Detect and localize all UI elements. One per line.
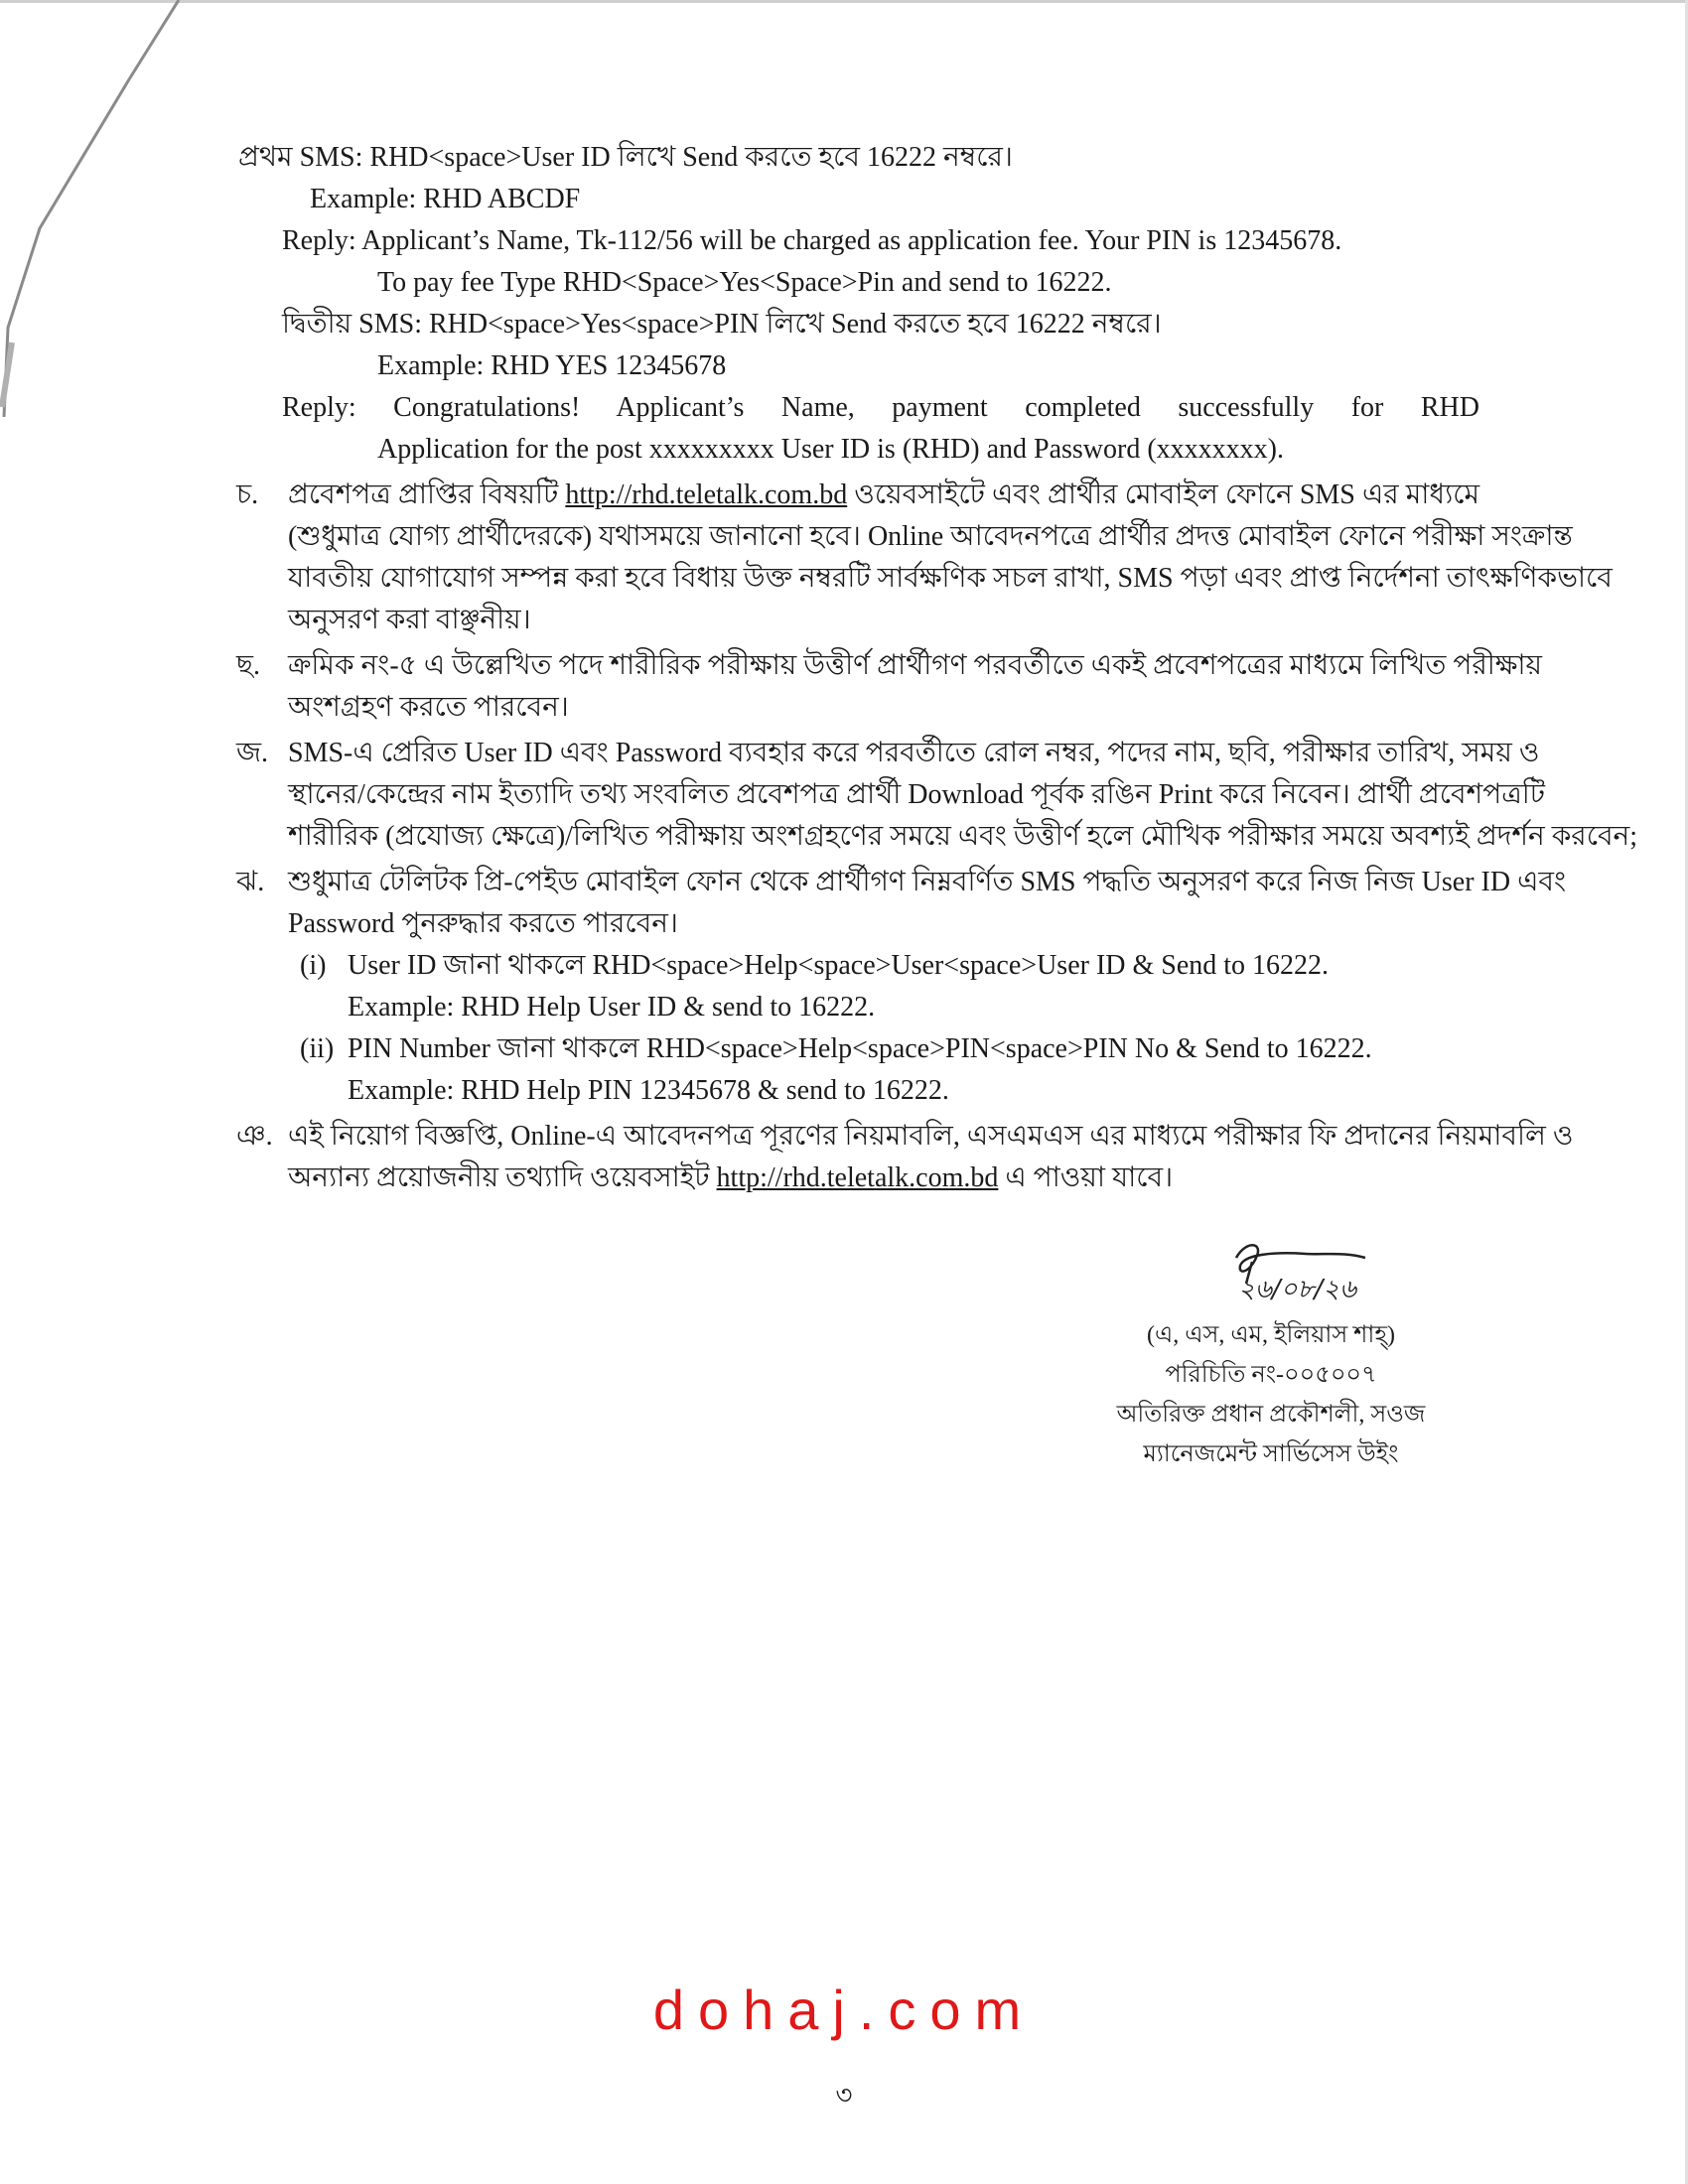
signatory-wing: ম্যানেজমেন্ট সার্ভিসেস উইং [1143, 1441, 1399, 1467]
item-text-segment: ওয়েবসাইটে এবং প্রার্থীর মোবাইল ফোনে SMS এর মাধ্যমে [854, 479, 1480, 510]
scan-edge-top [0, 0, 1688, 3]
list-item-ja [236, 733, 1638, 858]
item-line: ক্রমিক নং-৫ এ উল্লেখিত পদে শারীরিক পরীক্ষায় উত্তীর্ণ প্রার্থীগণ পরবর্তীতে একই প্রবেশপত্রের মাধ্যমে লিখিত পরীক্ষায় [288, 650, 1543, 681]
sublist-number: (ii) [300, 1033, 335, 1064]
list-item-nya [236, 1116, 1574, 1199]
item-line [288, 1158, 1479, 1199]
item-marker: ঝ. [236, 867, 265, 897]
page-number: ৩ [835, 2081, 853, 2110]
item-text-segment: এ পাওয়া যাবে। [1005, 1162, 1174, 1193]
item-line: এই নিয়োগ বিজ্ঞপ্তি, Online-এ আবেদনপত্র পূরণের নিয়মাবলি, এসএমএস এর মাধ্যমে পরীক্ষার ফি প্রদানের নিয়মাবলি ও [288, 1121, 1574, 1152]
item-marker: ছ. [236, 650, 260, 681]
list-item-chha [236, 645, 1543, 729]
teletalk-website-link[interactable]: http://rhd.teletalk.com.bd [565, 479, 848, 510]
item-line: অনুসরণ করা বাঞ্ছনীয়। [288, 605, 531, 635]
item-text-segment: অন্যান্য প্রয়োজনীয় তথ্যাদি ওয়েবসাইট [288, 1162, 710, 1193]
example-first-sms: Example: RHD ABCDF [310, 184, 581, 214]
signature-date: ২৬/০৮/২৬ [1238, 1275, 1356, 1304]
item-line: অংশগ্রহণ করতে পারবেন। [288, 692, 569, 723]
item-line: স্থানের/কেন্দ্রের নাম ইত্যাদি তথ্য সংবলিত প্রবেশপত্র প্রার্থী Download পূর্বক রঙিন Print করে নিবেন। প্রার্থী প্রবেশপত্রটি [288, 779, 1546, 810]
item-line: শারীরিক (প্রযোজ্য ক্ষেত্রে)/লিখিত পরীক্ষায় অংশগ্রহণের সময়ে এবং উত্তীর্ণ হলে মৌখিক পরীক্ষার সময়ে অবশ্যই প্রদর্শন করবেন; [288, 821, 1638, 852]
recovery-sublist [288, 945, 1479, 1112]
item-line: (শুধুমাত্র যোগ্য প্রার্থীদেরকে) যথাসময়ে জানানো হবে। Online আবেদনপত্রে প্রার্থীর প্রদত্ত মোবাইল ফোনে পরীক্ষা সংক্রান্ত [288, 521, 1573, 552]
example-second-sms: Example: RHD YES 12345678 [377, 350, 727, 381]
item-text [288, 475, 1613, 641]
sublist-example: Example: RHD Help PIN 12345678 & send to 16222. [348, 1075, 949, 1106]
item-line: যাবতীয় যোগাযোগ সম্পন্ন করা হবে বিধায় উক্ত নম্বরটি সার্বক্ষণিক সচল রাখা, SMS পড়া এবং প্রাপ্ত নির্দেশনা তাৎক্ষণিকভাবে [288, 563, 1613, 594]
item-text [288, 645, 1543, 729]
item-line: Password পুনরুদ্ধার করতে পারবেন। [288, 908, 678, 939]
reply-second-sms-line1: Reply: Congratulations! Applicant’s Name, payment completed successfully for RHD [282, 392, 1479, 423]
signatory-block [1072, 1315, 1470, 1474]
document-body [236, 137, 1638, 1199]
first-sms-instruction: প্রথম SMS: RHD<space>User ID লিখে Send করতে হবে 16222 নম্বরে। [238, 142, 1013, 173]
item-marker: চ. [236, 479, 259, 510]
list-item-cha [236, 475, 1613, 641]
sublist-item-ii [288, 1028, 1479, 1112]
item-marker: ঞ. [236, 1121, 273, 1152]
watermark: dohaj.com [652, 1979, 1036, 2041]
item-text [288, 862, 1567, 945]
item-marker: জ. [236, 738, 269, 768]
item-line: শুধুমাত্র টেলিটক প্রি-পেইড মোবাইল ফোন থেকে প্রার্থীগণ নিম্নবর্ণিত SMS পদ্ধতি অনুসরণ করে নিজ নিজ User ID এবং [288, 867, 1567, 897]
reply-second-sms-line2: Application for the post xxxxxxxxx User ID is (RHD) and Password (xxxxxxxx). [377, 434, 1284, 465]
handwritten-signature [1216, 1236, 1395, 1315]
teletalk-website-link[interactable]: http://rhd.teletalk.com.bd [716, 1162, 999, 1193]
sublist-number: (i) [300, 950, 327, 981]
sublist-line: PIN Number জানা থাকলে RHD<space>Help<space>PIN<space>PIN No & Send to 16222. [348, 1033, 1372, 1064]
item-line [288, 475, 1479, 516]
item-text-segment: প্রবেশপত্র প্রাপ্তির বিষয়টি [288, 479, 559, 510]
reply-first-sms-line1: Reply: Applicant’s Name, Tk-112/56 will be charged as application fee. Your PIN is 12345678. [282, 225, 1342, 256]
item-text [288, 1116, 1574, 1199]
reply-first-sms-line2: To pay fee Type RHD<Space>Yes<Space>Pin and send to 16222. [377, 267, 1112, 298]
signatory-name: (এ, এস, এম, ইলিয়াস শাহ্) [1147, 1322, 1395, 1348]
scan-fold-mark [0, 0, 189, 417]
sublist-item-i [288, 945, 1479, 1028]
second-sms-instruction: দ্বিতীয় SMS: RHD<space>Yes<space>PIN লিখে Send করতে হবে 16222 নম্বরে। [282, 309, 1162, 340]
item-line: SMS-এ প্রেরিত User ID এবং Password ব্যবহার করে পরবর্তীতে রোল নম্বর, পদের নাম, ছবি, পরীক্ষার তারিখ, সময় ও [288, 738, 1540, 768]
item-text [288, 733, 1638, 858]
signatory-designation: অতিরিক্ত প্রধান প্রকৌশলী, সওজ [1116, 1402, 1426, 1428]
signatory-id: পরিচিতি নং-০০৫০০৭ [1165, 1362, 1377, 1388]
sublist-example: Example: RHD Help User ID & send to 16222. [348, 992, 876, 1023]
sublist-line: User ID জানা থাকলে RHD<space>Help<space>User<space>User ID & Send to 16222. [348, 950, 1330, 981]
list-item-jha [236, 862, 1567, 1112]
